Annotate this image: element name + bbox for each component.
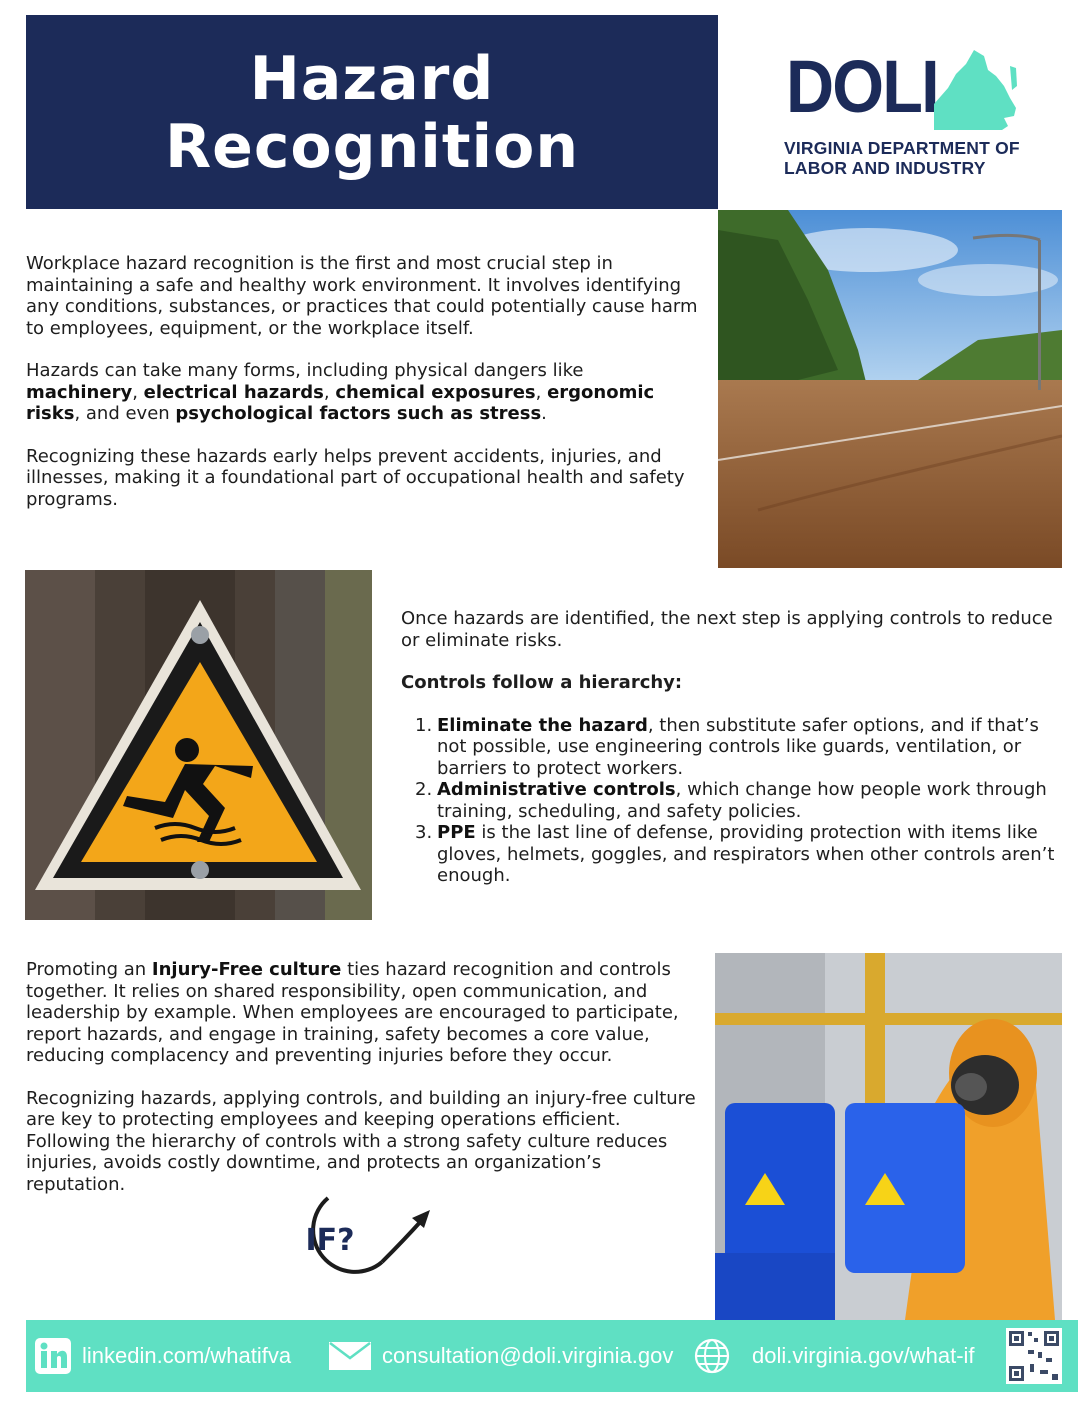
if-badge-text: IF? <box>305 1223 355 1258</box>
title-line-2: Recognition <box>164 112 580 182</box>
logo-subtitle <box>784 138 1020 178</box>
footer-bar <box>26 1320 1078 1392</box>
controls-item-3: 3. PPE is the last line of defense, providing protection with items like gloves, helmets, goggles, and respirators when other controls aren’t enough. <box>415 822 1055 886</box>
logo-subtitle-line-1: VIRGINIA DEPARTMENT OF <box>784 138 1020 158</box>
title-line-1: Hazard <box>249 44 495 114</box>
culture-section <box>26 959 706 1216</box>
logo-wordmark: DOLI <box>786 45 938 128</box>
footer-website[interactable] <box>694 1320 975 1392</box>
if-badge-icon <box>284 1190 444 1290</box>
website-link[interactable]: doli.virginia.gov/what-if <box>752 1343 975 1368</box>
footer-email[interactable] <box>328 1320 673 1392</box>
culture-paragraph-2: Recognizing hazards, applying controls, and building an injury-free culture are key to protecting employees and keeping operations efficient. Following the hierarchy of controls with a strong safety culture reduces injuries, avoids costly downtime, and protects an organization’s reputation. <box>26 1087 696 1195</box>
qr-code-icon[interactable] <box>1006 1328 1062 1384</box>
logo-subtitle-line-2: LABOR AND INDUSTRY <box>784 158 986 178</box>
title-banner <box>26 15 718 209</box>
intro-paragraph-2: Hazards can take many forms, including physical dangers like machinery, electrical hazards, chemical exposures, ergonomic risks, and even psychological factors such as stress. <box>26 360 655 424</box>
controls-list <box>401 715 1071 887</box>
controls-intro: Once hazards are identified, the next step is applying controls to reduce or eliminate risks. <box>401 608 1053 651</box>
intro-paragraph-3: Recognizing these hazards early helps prevent accidents, injuries, and illnesses, making it a foundational part of occupational health and safety programs. <box>26 445 685 510</box>
controls-item-1: 1. Eliminate the hazard, then substitute safer options, and if that’s not possible, use engineering controls like guards, ventilation, or barriers to protect workers. <box>415 714 1039 779</box>
slip-hazard-sign-photo <box>25 570 372 920</box>
globe-icon <box>694 1338 730 1374</box>
flood-photo <box>718 210 1062 568</box>
controls-section <box>401 608 1071 887</box>
controls-item-2: 2. Administrative controls, which change how people work through training, scheduling, and safety policies. <box>415 779 1047 822</box>
intro-paragraph-1: Workplace hazard recognition is the first and most crucial step in maintaining a safe and healthy work environment. It involves identifying any conditions, substances, or practices that could potentially cause harm to employees, equipment, or the workplace itself. <box>26 253 698 339</box>
doli-logo <box>784 42 1024 192</box>
email-icon <box>328 1341 372 1371</box>
hazmat-worker-photo <box>715 953 1062 1320</box>
culture-paragraph-1: Promoting an Injury-Free culture ties hazard recognition and controls together. It relies on shared responsibility, open communication, and leadership by example. When employees are encouraged to participate, report hazards, and engage in training, safety becomes a core value, reducing complacency and preventing injuries before they occur. <box>26 959 679 1066</box>
intro-section <box>26 253 701 531</box>
footer-linkedin[interactable] <box>34 1320 291 1392</box>
linkedin-link[interactable]: linkedin.com/whatifva <box>82 1343 292 1368</box>
linkedin-icon <box>34 1337 72 1375</box>
email-link[interactable]: consultation@doli.virginia.gov <box>382 1343 674 1368</box>
controls-heading: Controls follow a hierarchy: <box>401 672 683 693</box>
virginia-state-icon <box>904 46 1019 132</box>
